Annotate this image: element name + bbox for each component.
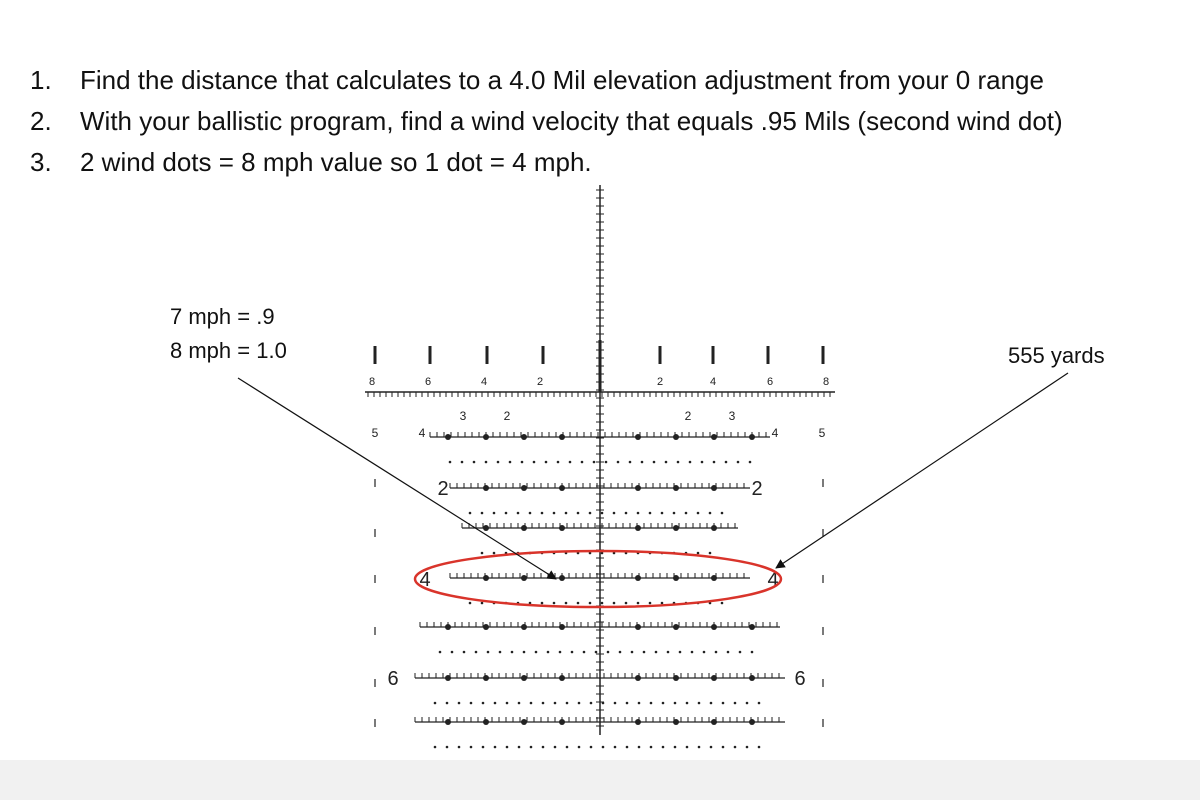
wind-dot: [673, 719, 679, 725]
top-scale-label: 2: [536, 376, 544, 388]
wind-dot: [673, 485, 679, 491]
wind-dot: [673, 675, 679, 681]
guide-dot: [451, 651, 454, 654]
guide-dot: [689, 461, 692, 464]
guide-dot: [749, 461, 752, 464]
guide-dot: [565, 512, 568, 515]
reticle-crosshair: [365, 185, 835, 748]
guide-dot: [698, 746, 701, 749]
guide-dot: [557, 461, 560, 464]
wind-dot: [445, 434, 451, 440]
guide-dot: [481, 552, 484, 555]
elevation-label: 4: [767, 569, 779, 591]
guide-dot: [758, 702, 761, 705]
guide-dot: [734, 702, 737, 705]
guide-dot: [482, 746, 485, 749]
guide-dot: [499, 651, 502, 654]
guide-dot: [493, 512, 496, 515]
guide-dot: [629, 461, 632, 464]
wind-dot: [711, 624, 717, 630]
wind-dot: [521, 434, 527, 440]
guide-dot: [626, 702, 629, 705]
guide-dot: [649, 512, 652, 515]
guide-dot: [530, 746, 533, 749]
wind-dot: [521, 624, 527, 630]
guide-dot: [566, 702, 569, 705]
guide-dot: [590, 702, 593, 705]
wind-dot: [521, 575, 527, 581]
guide-dot: [722, 702, 725, 705]
guide-dot: [511, 651, 514, 654]
guide-dot: [662, 746, 665, 749]
guide-dot: [461, 461, 464, 464]
guide-dot: [517, 512, 520, 515]
guide-dot: [725, 461, 728, 464]
wind-dot: [749, 624, 755, 630]
guide-dot: [655, 651, 658, 654]
guide-dot: [679, 651, 682, 654]
guide-dot: [458, 746, 461, 749]
elevation-label: 2: [751, 478, 763, 500]
wind-dot: [749, 675, 755, 681]
guide-dot: [698, 702, 701, 705]
guide-dot: [533, 461, 536, 464]
guide-dot: [662, 702, 665, 705]
guide-dot: [739, 651, 742, 654]
guide-dot: [565, 602, 568, 605]
windage-label: 3: [459, 409, 467, 423]
wind-dot: [673, 575, 679, 581]
guide-dot: [637, 512, 640, 515]
guide-dot: [614, 746, 617, 749]
guide-dot: [494, 702, 497, 705]
guide-dot: [617, 461, 620, 464]
wind-dot: [483, 719, 489, 725]
guide-dot: [446, 702, 449, 705]
wind-dot: [559, 719, 565, 725]
guide-dot: [469, 512, 472, 515]
guide-dot: [578, 702, 581, 705]
guide-dot: [602, 746, 605, 749]
guide-dot: [554, 746, 557, 749]
guide-dot: [578, 746, 581, 749]
guide-dot: [449, 461, 452, 464]
guide-dot: [709, 552, 712, 555]
guide-dot: [470, 746, 473, 749]
guide-dot: [710, 746, 713, 749]
wind-dot: [559, 575, 565, 581]
guide-dot: [727, 651, 730, 654]
windage-label: 2: [684, 409, 692, 423]
wind-dot: [445, 675, 451, 681]
guide-dot: [470, 702, 473, 705]
guide-dot: [674, 746, 677, 749]
guide-dot: [595, 651, 598, 654]
wind-dot: [635, 575, 641, 581]
guide-dot: [713, 461, 716, 464]
guide-dot: [518, 746, 521, 749]
guide-dot: [758, 746, 761, 749]
windage-label: 3: [728, 409, 736, 423]
elevation-label: 4: [419, 569, 431, 591]
arrow-range: [776, 373, 1068, 568]
windage-label: 5: [371, 426, 379, 440]
guide-dot: [581, 461, 584, 464]
guide-dot: [590, 746, 593, 749]
guide-dot: [701, 461, 704, 464]
guide-dot: [703, 651, 706, 654]
guide-dot: [463, 651, 466, 654]
guide-dot: [691, 651, 694, 654]
guide-dot: [529, 512, 532, 515]
wind-dot: [635, 434, 641, 440]
windage-label: 4: [418, 426, 426, 440]
guide-dot: [506, 746, 509, 749]
wind-dot: [483, 675, 489, 681]
guide-dot: [571, 651, 574, 654]
guide-dot: [685, 512, 688, 515]
guide-dot: [650, 702, 653, 705]
guide-dot: [439, 651, 442, 654]
guide-dot: [697, 552, 700, 555]
guide-dot: [661, 512, 664, 515]
wind-dot: [635, 624, 641, 630]
instruction-number: 1.: [30, 65, 52, 95]
guide-dot: [677, 461, 680, 464]
wind-dot: [711, 434, 717, 440]
guide-dot: [589, 512, 592, 515]
wind-dot: [559, 525, 565, 531]
wind-dot: [521, 719, 527, 725]
guide-dot: [473, 461, 476, 464]
guide-dot: [553, 602, 556, 605]
guide-dot: [631, 651, 634, 654]
guide-dot: [542, 746, 545, 749]
top-scale-label: 6: [424, 376, 432, 388]
guide-dot: [601, 512, 604, 515]
wind-dot: [483, 485, 489, 491]
guide-dot: [625, 602, 628, 605]
guide-dot: [751, 651, 754, 654]
wind-dot: [749, 719, 755, 725]
wind-dot: [559, 485, 565, 491]
guide-dot: [530, 702, 533, 705]
wind-dot: [559, 624, 565, 630]
wind-dot: [483, 575, 489, 581]
guide-dot: [619, 651, 622, 654]
guide-dot: [589, 602, 592, 605]
guide-dot: [541, 602, 544, 605]
guide-dot: [686, 702, 689, 705]
guide-dot: [446, 746, 449, 749]
top-scale-label: 2: [656, 376, 664, 388]
guide-dot: [649, 602, 652, 605]
wind-dot: [635, 485, 641, 491]
top-scale-label: 4: [480, 376, 488, 388]
top-scale-label: 8: [822, 376, 830, 388]
guide-dot: [521, 461, 524, 464]
guide-dot: [650, 746, 653, 749]
reticle-labels: [369, 376, 829, 690]
guide-dot: [493, 552, 496, 555]
elevation-label: 6: [387, 668, 399, 690]
guide-dot: [673, 512, 676, 515]
guide-dot: [553, 512, 556, 515]
guide-dot: [523, 651, 526, 654]
guide-dot: [746, 746, 749, 749]
top-scale-label: 4: [709, 376, 717, 388]
guide-dot: [566, 746, 569, 749]
guide-dot: [653, 461, 656, 464]
wind-dot: [711, 675, 717, 681]
guide-dot: [535, 651, 538, 654]
wind-dot: [673, 525, 679, 531]
guide-dot: [614, 702, 617, 705]
reticle-overlay: [238, 373, 1068, 607]
guide-dot: [559, 651, 562, 654]
wind-dot: [483, 525, 489, 531]
guide-dot: [638, 702, 641, 705]
wind-dot: [445, 719, 451, 725]
wind-note-8mph: 8 mph = 1.0: [170, 338, 287, 363]
guide-dot: [722, 746, 725, 749]
guide-dot: [509, 461, 512, 464]
guide-dot: [674, 702, 677, 705]
guide-dot: [643, 651, 646, 654]
instruction-number: 3.: [30, 147, 52, 177]
guide-dot: [434, 702, 437, 705]
guide-dot: [485, 461, 488, 464]
instruction-text: With your ballistic program, find a wind velocity that equals .95 Mils (second wind dot): [80, 106, 1063, 136]
guide-dot: [709, 512, 712, 515]
wind-dot: [521, 675, 527, 681]
guide-dot: [665, 461, 668, 464]
wind-dot: [635, 675, 641, 681]
guide-dot: [613, 512, 616, 515]
instruction-text: Find the distance that calculates to a 4.0 Mil elevation adjustment from your 0 range: [80, 65, 1044, 95]
wind-note-7mph: 7 mph = .9: [170, 304, 275, 329]
guide-dot: [577, 512, 580, 515]
highlight-ellipse: [415, 551, 781, 607]
wind-dot: [635, 719, 641, 725]
guide-dot: [434, 746, 437, 749]
guide-dot: [607, 651, 610, 654]
guide-dot: [577, 602, 580, 605]
wind-dot: [673, 624, 679, 630]
wind-dot: [711, 525, 717, 531]
guide-dot: [721, 602, 724, 605]
guide-dot: [475, 651, 478, 654]
guide-dot: [569, 461, 572, 464]
wind-dot: [711, 485, 717, 491]
guide-dot: [518, 702, 521, 705]
guide-dot: [497, 461, 500, 464]
guide-dot: [481, 602, 484, 605]
wind-dot: [635, 525, 641, 531]
guide-dot: [469, 602, 472, 605]
wind-dot: [483, 624, 489, 630]
guide-dot: [547, 651, 550, 654]
guide-dot: [506, 702, 509, 705]
wind-dot: [521, 485, 527, 491]
guide-dot: [458, 702, 461, 705]
range-note: 555 yards: [1008, 343, 1105, 368]
elevation-label: 6: [794, 668, 806, 690]
wind-dot: [749, 434, 755, 440]
wind-dot: [711, 575, 717, 581]
guide-dot: [641, 461, 644, 464]
guide-dot: [602, 702, 605, 705]
guide-dot: [481, 512, 484, 515]
instruction-number: 2.: [30, 106, 52, 136]
wind-dot: [521, 525, 527, 531]
guide-dot: [697, 512, 700, 515]
guide-dot: [686, 746, 689, 749]
instruction-text: 2 wind dots = 8 mph value so 1 dot = 4 mph.: [80, 147, 592, 177]
guide-dot: [605, 461, 608, 464]
wind-dot: [711, 719, 717, 725]
top-scale-label: 6: [766, 376, 774, 388]
guide-dot: [593, 461, 596, 464]
guide-dot: [494, 746, 497, 749]
guide-dot: [715, 651, 718, 654]
guide-dot: [710, 702, 713, 705]
wind-dot: [559, 675, 565, 681]
wind-dot: [559, 434, 565, 440]
guide-dot: [637, 602, 640, 605]
guide-dot: [554, 702, 557, 705]
wind-dot: [483, 434, 489, 440]
guide-dot: [667, 651, 670, 654]
guide-dot: [487, 651, 490, 654]
guide-dot: [613, 602, 616, 605]
guide-dot: [482, 702, 485, 705]
guide-dot: [583, 651, 586, 654]
guide-dot: [638, 746, 641, 749]
guide-dot: [746, 702, 749, 705]
wind-dot: [445, 624, 451, 630]
guide-dot: [721, 512, 724, 515]
windage-label: 5: [818, 426, 826, 440]
guide-dot: [734, 746, 737, 749]
guide-dot: [505, 512, 508, 515]
elevation-label: 2: [437, 478, 449, 500]
windage-label: 4: [771, 426, 779, 440]
wind-dot: [673, 434, 679, 440]
windage-label: 2: [503, 409, 511, 423]
guide-dot: [737, 461, 740, 464]
guide-dot: [601, 602, 604, 605]
guide-dot: [541, 512, 544, 515]
guide-dot: [545, 461, 548, 464]
guide-dot: [625, 512, 628, 515]
top-scale-label: 8: [368, 376, 376, 388]
guide-dot: [626, 746, 629, 749]
guide-dot: [661, 602, 664, 605]
guide-dot: [542, 702, 545, 705]
